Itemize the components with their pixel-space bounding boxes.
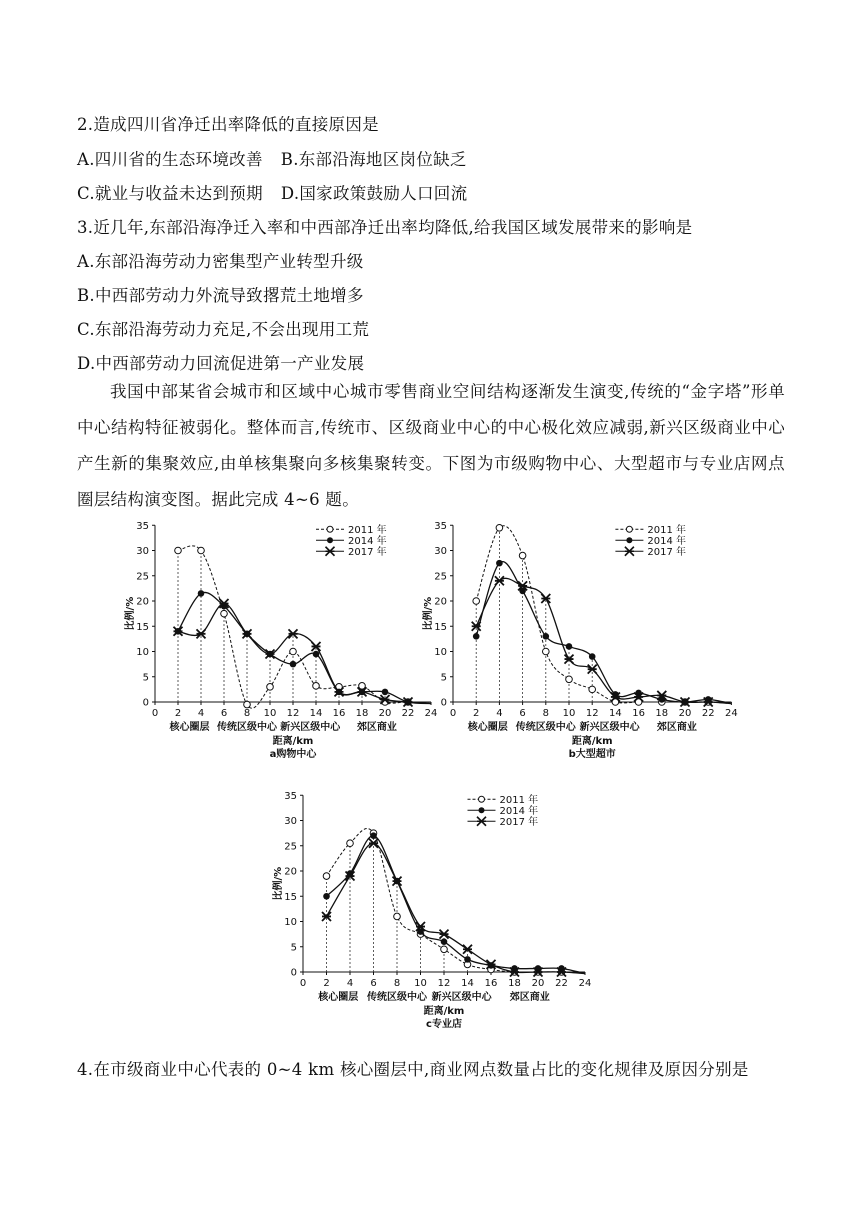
chart-2-legend-2014-marker [479,807,485,813]
chart-b-svg [410,515,740,775]
chart-0-series-2011-point [221,610,228,617]
chart-1-ytick-label: 20 [434,596,447,608]
chart-1-xtick-label: 10 [562,708,576,719]
chart-2-y-label: 比例/% [273,866,284,901]
chart-1-series-2014-point [589,653,596,660]
chart-0-xtick-label: 22 [401,708,415,719]
chart-1-series-2017-line [476,578,731,703]
passage: 我国中部某省会城市和区域中心城市零售商业空间结构逐渐发生演变,传统的“金字塔”形单中心结构特征被弱化。整体而言,传统市、区级商业中心的中心极化效应减弱,新兴区级商业中心产生新的集聚效应,由单核集聚向多核集聚转变。下图为市级购物中心、大型超市与专业店网点圈层结构演变图。据此完成 4~6 题。 [77,382,785,509]
chart-2-series-2014-point [323,893,330,900]
chart-a-svg [125,515,440,775]
chart-0-series-2014-point [313,651,320,658]
chart-1-xtick-label: 12 [585,708,599,719]
chart-c-svg [255,785,595,1045]
chart-0-xtick-label: 6 [220,708,228,719]
q3-option-d: D.中西部劳动力回流促进第一产业发展 [77,354,365,373]
q2-stem: 2.造成四川省净迁出率降低的直接原因是 [77,115,379,134]
chart-0-series-2011-point [175,547,182,554]
q2-option-b: B.东部沿海地区岗位缺乏 [280,150,467,169]
chart-2-zone-label: 新兴区级中心 [431,992,492,1003]
chart-2-xtick-label: 16 [484,978,498,989]
chart-2-series-2014-point [370,832,377,839]
chart-0-legend-2011-label: 2011 年 [348,524,387,536]
chart-2-series-2011-point [323,873,330,880]
chart-2-ytick-label: 30 [284,816,297,827]
chart-1-series-2014-line [476,562,731,704]
chart-0-legend-2017-label: 2017 年 [348,546,387,558]
chart-0-xtick-label: 24 [424,708,438,719]
chart-1-legend-2011-label: 2011 年 [647,524,687,536]
chart-0-legend-2017-marker [326,547,335,556]
chart-1-series-2014-point [473,633,480,640]
chart-2-series-2017-point [463,945,472,954]
chart-0-x-label: 距离/km [272,736,314,747]
chart-2-ytick-label: 10 [284,917,297,928]
q3-stem: 3.近几年,东部沿海净迁入率和中西部净迁出率均降低,给我国区域发展带来的影响是 [77,218,693,237]
chart-0-series-2011-line [178,546,431,708]
q3-option-b: B.中西部劳动力外流导致撂荒土地增多 [77,286,364,305]
chart-0-xtick-label: 0 [151,708,159,719]
chart-0-ytick-label: 10 [136,647,149,658]
chart-0-xtick-label: 18 [355,708,369,719]
chart-0-series-2011-point [198,547,205,554]
chart-1-ytick-label: 10 [434,647,447,658]
chart-1-ytick-label: 30 [434,546,447,557]
chart-0-title: a购物中心 [269,749,317,760]
chart-2-legend-2014-label: 2014 年 [499,805,539,817]
chart-0-series-2011-point [359,683,366,690]
chart-2-zone-label: 传统区级中心 [367,992,427,1003]
chart-2-ytick-label: 25 [284,841,297,853]
chart-1-series-2011-point [543,648,550,655]
chart-2-title: c专业店 [426,1019,462,1030]
chart-0-series-2017-line [178,604,431,704]
chart-1-legend-2017-label: 2017 年 [647,546,687,558]
chart-0-xtick-label: 20 [378,708,392,719]
chart-1-xtick-label: 24 [725,708,738,719]
chart-0-series-2014-point [290,661,297,668]
chart-1-ytick-label: 5 [440,672,447,684]
chart-2-xtick-label: 18 [508,978,521,989]
chart-0-series-2011-point [313,683,320,690]
chart-2-xtick-label: 0 [299,978,307,989]
chart-0-series-2014-point [382,689,389,696]
chart-a [125,515,440,775]
chart-1-series-2017-point [565,655,574,664]
chart-0-series-2014-point [198,590,205,597]
chart-2-zone-label: 郊区商业 [509,992,550,1003]
chart-2-ytick-label: 35 [284,790,297,802]
chart-0-ytick-label: 20 [136,596,149,608]
chart-1-ytick-label: 0 [440,697,447,709]
chart-0-xtick-label: 12 [286,708,300,719]
chart-2-xtick-label: 8 [393,978,401,989]
q2-options-row-2 [77,180,467,204]
chart-1-zone-label: 传统区级中心 [515,722,576,733]
chart-1-xtick-label: 0 [449,708,457,719]
chart-0-legend-2014-marker [327,537,333,543]
chart-1-x-label: 距离/km [571,736,613,747]
chart-0-series-2014-line [178,592,431,703]
chart-2-ytick-label: 5 [290,942,297,954]
q2-option-a: A.四川省的生态环境改善 [77,150,263,169]
chart-0-ytick-label: 0 [142,697,149,709]
chart-c [255,785,595,1045]
chart-1-ytick-label: 35 [434,520,447,532]
chart-2-series-2014-line [327,836,586,974]
q3-option-a: A.东部沿海劳动力密集型产业转型升级 [77,252,364,271]
chart-2-xtick-label: 22 [555,978,568,989]
chart-2-series-2011-point [441,946,448,953]
chart-2-ytick-label: 0 [290,967,297,979]
chart-1-series-2014-point [543,633,550,640]
chart-1-legend-2014-marker [626,537,632,543]
chart-1-series-2011-point [566,676,573,683]
chart-1-xtick-label: 14 [609,708,622,719]
chart-0-series-2011-point [244,701,251,708]
chart-1-xtick-label: 18 [655,708,669,719]
chart-2-series-2014-point [464,956,471,963]
chart-2-ytick-label: 15 [284,891,297,903]
chart-0-legend-2014-label: 2014 年 [348,535,387,547]
chart-2-xtick-label: 12 [437,978,451,989]
chart-1-zone-label: 郊区商业 [656,722,697,733]
chart-1-xtick-label: 20 [678,708,692,719]
chart-2-series-2014-point [441,938,448,945]
chart-1-series-2014-point [496,560,503,567]
chart-0-xtick-label: 14 [309,708,323,719]
chart-1-legend-2014-label: 2014 年 [647,535,687,547]
chart-1-series-2011-point [589,686,596,693]
q2-option-c: C.就业与收益未达到预期 [77,184,263,203]
chart-2-series-2011-point [394,913,401,920]
chart-2-xtick-label: 20 [531,978,545,989]
chart-2-zone-label: 核心圈层 [318,992,359,1003]
chart-0-zone-label: 传统区级中心 [217,722,277,733]
chart-2-legend-2011-marker [479,796,485,802]
chart-0-xtick-label: 16 [332,708,346,719]
q4-stem: 4.在市级商业中心代表的 0~4 km 核心圈层中,商业网点数量占比的变化规律及原因分别是 [77,1060,749,1079]
chart-1-xtick-label: 22 [701,708,715,719]
chart-0-ytick-label: 25 [136,571,149,583]
chart-1-ytick-label: 25 [434,571,447,583]
chart-2-legend-2017-label: 2017 年 [499,816,539,828]
chart-1-xtick-label: 2 [473,708,480,719]
chart-b [410,515,740,775]
chart-1-series-2011-point [473,598,480,605]
chart-2-xtick-label: 14 [461,978,474,989]
chart-1-y-label: 比例/% [423,596,434,631]
chart-2-xtick-label: 4 [346,978,354,989]
chart-0-ytick-label: 15 [136,621,149,633]
chart-2-legend-2011-label: 2011 年 [499,794,539,806]
chart-1-xtick-label: 16 [632,708,645,719]
chart-0-ytick-label: 30 [136,546,149,557]
chart-1-legend-2011-marker [626,526,632,532]
chart-0-xtick-label: 8 [243,708,251,719]
chart-2-series-2011-point [347,840,354,847]
chart-1-zone-label: 新兴区级中心 [579,722,640,733]
chart-1-xtick-label: 4 [496,708,503,719]
chart-1-legend-2017-marker [625,547,634,556]
chart-2-series-2017-line [327,843,586,973]
chart-0-xtick-label: 10 [263,708,277,719]
chart-1-xtick-label: 8 [542,708,549,719]
chart-2-xtick-label: 6 [370,978,377,989]
chart-1-series-2011-point [496,524,503,531]
chart-1-ytick-label: 15 [434,621,447,633]
chart-2-legend-2017-marker [477,817,486,826]
chart-2-xtick-label: 2 [323,978,330,989]
chart-2-x-label: 距离/km [423,1006,465,1017]
q2-options-row-1 [77,146,467,170]
q3-option-c: C.东部沿海劳动力充足,不会出现用工荒 [77,320,370,339]
chart-0-legend-2011-marker [327,526,333,532]
chart-0-xtick-label: 4 [197,708,205,719]
chart-0-zone-label: 核心圈层 [169,722,210,733]
chart-1-series-2011-point [519,552,526,559]
chart-0-zone-label: 新兴区级中心 [280,722,341,733]
chart-0-series-2011-point [290,648,297,655]
chart-0-ytick-label: 5 [142,672,149,684]
chart-0-ytick-label: 35 [136,520,149,532]
chart-1-xtick-label: 6 [519,708,526,719]
chart-2-ytick-label: 20 [284,866,297,878]
chart-0-zone-label: 郊区商业 [356,722,397,733]
chart-0-y-label: 比例/% [125,596,136,631]
chart-1-title: b大型超市 [568,749,616,760]
chart-2-xtick-label: 10 [414,978,427,989]
chart-2-xtick-label: 24 [578,978,592,989]
chart-1-zone-label: 核心圈层 [467,722,508,733]
chart-0-xtick-label: 2 [174,708,182,719]
q2-option-d: D.国家政策鼓励人口回流 [280,184,468,203]
chart-2-series-2017-point [440,930,449,939]
chart-0-series-2011-point [267,684,274,691]
chart-1-series-2014-point [566,643,573,650]
